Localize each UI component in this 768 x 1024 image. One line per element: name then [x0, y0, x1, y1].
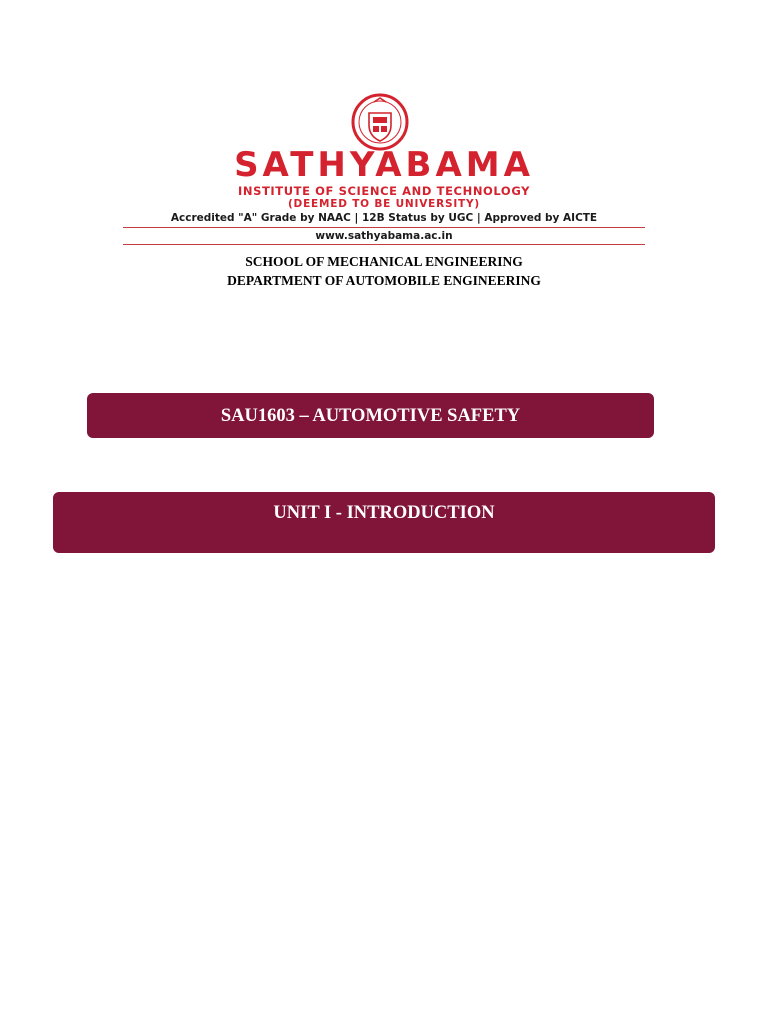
school-name: SCHOOL OF MECHANICAL ENGINEERING — [245, 254, 523, 269]
header-divider-top — [123, 227, 645, 228]
course-title-banner: SAU1603 – AUTOMOTIVE SAFETY — [87, 393, 654, 438]
accreditation-line: Accredited "A" Grade by NAAC | 12B Status by UGC | Approved by AICTE — [170, 212, 598, 224]
header-divider-bottom — [123, 244, 645, 245]
university-emblem-icon — [350, 92, 410, 152]
brand-name: SATHYABAMA — [234, 145, 534, 185]
website-link[interactable]: www.sathyabama.ac.in — [315, 230, 453, 242]
institute-line: INSTITUTE OF SCIENCE AND TECHNOLOGY — [237, 184, 531, 198]
unit-title-banner: UNIT I - INTRODUCTION — [53, 492, 715, 553]
department-name: DEPARTMENT OF AUTOMOBILE ENGINEERING — [227, 273, 541, 288]
deemed-university-line: (DEEMED TO BE UNIVERSITY) — [287, 198, 481, 210]
